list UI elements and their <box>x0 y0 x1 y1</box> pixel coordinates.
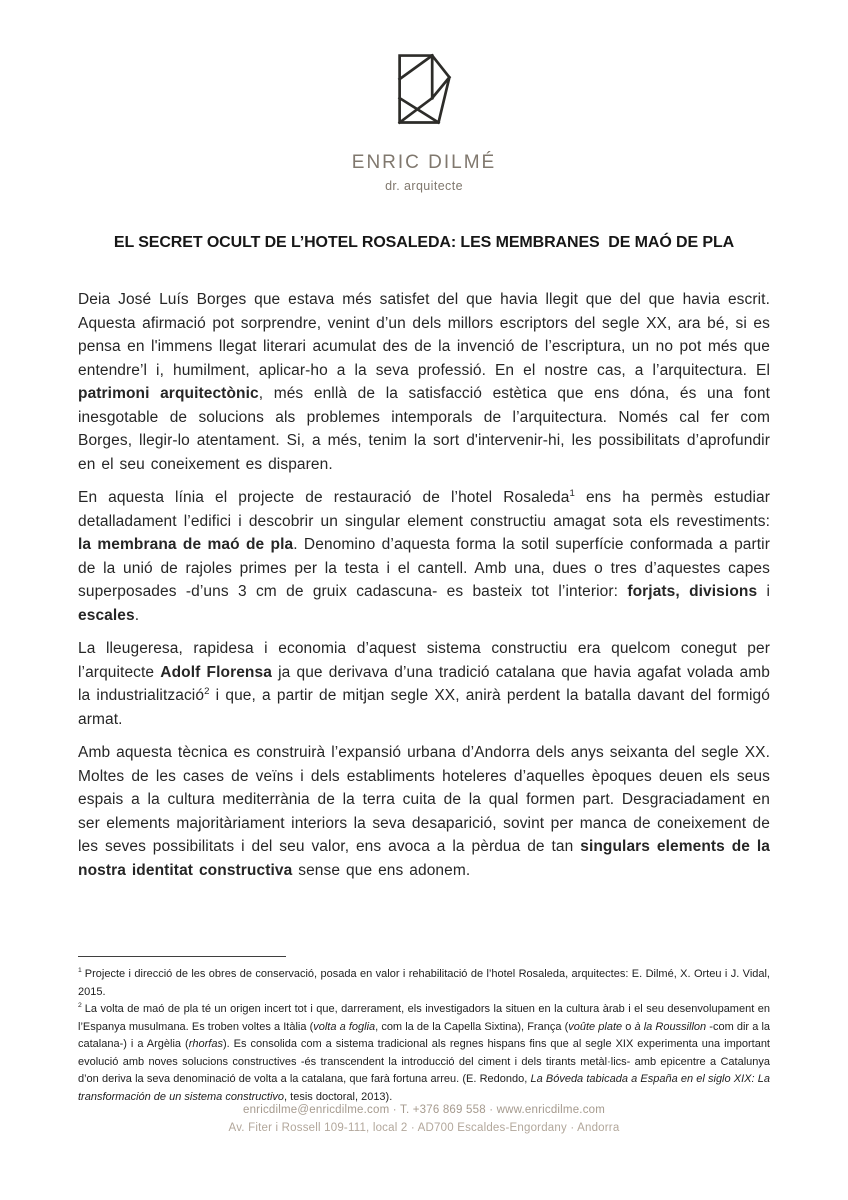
text-run: La Bóveda tabicada a España en el siglo XIX: La transformación de un sistema constructivo <box>78 1073 770 1103</box>
footnote <box>78 966 770 1001</box>
text-run: i <box>757 583 770 600</box>
document-title: EL SECRET OCULT DE L’HOTEL ROSALEDA: LES MEMBRANES DE MAÓ DE PLA <box>113 234 735 251</box>
text-run: à la Roussillon <box>634 1020 707 1033</box>
paragraph <box>78 288 770 476</box>
text-run: i que, a partir de mitjan segle XX, anirà perdent la batalla davant del formigó armat. <box>78 687 770 728</box>
footnote-separator <box>78 956 286 957</box>
text-run: Projecte i direcció de les obres de conservació, posada en valor i rehabilitació de l’hotel Rosaleda, arquitectes: E. Dilmé, X. Orteu i J. Vidal, 2015. <box>78 968 770 998</box>
text-run: la membrana de maó de pla <box>78 536 294 553</box>
letterhead <box>0 50 848 193</box>
text-run: ens ha permès estudiar detalladament l’edifici i descobrir un singular element constructiu amagat sota els revestiments: <box>78 489 770 530</box>
footnote-marker: 2 <box>78 1002 82 1010</box>
footnote-reference: 1 <box>569 487 575 499</box>
brand-tagline: dr. arquitecte <box>385 179 463 193</box>
text-run: Adolf Florensa <box>160 663 272 681</box>
footnote <box>78 1001 770 1106</box>
text-run: ja que derivava d’una tradició catalana que havia agafat volada amb la industrialització <box>78 663 770 704</box>
text-run: , com la de la Capella Sixtina), França ( <box>375 1020 569 1033</box>
text-run: patrimoni arquitectònic <box>78 385 259 402</box>
text-run: ). Es consolida com a sistema tradicional als regnes hispans fins que al segle XIX experimenta una important evolució amb noves solucions constructives -és transcendent la introducció del ciment i dels tirants metàl·lics- amb epicentre a Catalunya d’on deriva la seva denominació de volta a la catalana, que farà fortuna arreu. (E. Redondo, <box>78 1038 770 1085</box>
text-run: , més enllà de la satisfacció estètica que ens dóna, és una font inesgotable de solucions als problemes intemporals de l’arquitectura. Només cal fer com Borges, llegir-lo atentament. Si, a més, tenim la sort d'intervenir-hi, les possibilitats d’aprofundir en el seu coneixement es disparen. <box>78 385 770 473</box>
paragraph <box>78 637 770 731</box>
text-run: Amb aquesta tècnica es construirà l’expansió urbana d’Andorra dels anys seixanta del segle XX. Moltes de les cases de veïns i dels establiments hoteleres d’aquelles èpoques deuen els seus espais a la cultura mediterrània de la terra cuita de la qual formen part. Desgraciadament en ser elements majoritàriament interiors la seva desaparició, sovint per manca de coneixement de les seves possibilitats i del seu valor, ens avoca a la pèrdua de tan <box>78 744 770 855</box>
body-paragraphs <box>78 288 770 882</box>
footnotes-section <box>78 956 770 1106</box>
footnote-reference: 2 <box>204 685 210 697</box>
text-run: La volta de maó de pla té un origen incert tot i que, darrerament, els investigadors la situen en la cultura àrab i el seu desenvolupament en l’Espanya musulmana. Es troben voltes a Itàlia ( <box>78 1003 770 1033</box>
text-run: escales <box>78 606 135 624</box>
footer-address-line: Av. Fiter i Rossell 109-111, local 2 · AD700 Escaldes-Engordany · Andorra <box>228 1122 620 1134</box>
text-run: voûte plate <box>568 1020 623 1033</box>
text-run: forjats, divisions <box>627 583 758 600</box>
brand-name: ENRIC DILMÉ <box>351 152 497 173</box>
text-run: singulars elements de la nostra identitat constructiva <box>78 838 770 879</box>
footnote-list <box>78 966 770 1106</box>
text-run: o <box>622 1020 635 1033</box>
text-run: sense que ens adonem. <box>292 861 471 879</box>
contact-footer <box>0 1101 848 1137</box>
text-run: . <box>134 606 140 624</box>
paragraph <box>78 486 770 627</box>
text-run: Deia José Luís Borges que estava més satisfet del que havia llegit que del que havia escrit. Aquesta afirmació pot sorprendre, venint d’un dels millors escriptors del segle XX, ara bé, si es pensa en l'immens llegat literari acumulat des de la invenció de l’escriptura, un no pot més que entendre’l i, humilment, aplicar-ho a la seva professió. En el nostre cas, a l’arquitectura. El <box>78 291 770 379</box>
text-run: rhorfas <box>188 1038 223 1050</box>
text-run: En aquesta línia el projecte de restauració de l’hotel Rosaleda <box>78 489 570 506</box>
text-run: . Denomino d’aquesta forma la sotil superfície conformada a partir de la unió de rajoles primes per la testa i el cantell. Amb una, dues o tres d’aquestes capes superposades -d’uns 3 cm de gruix cadascuna- es basteix tot l’interior: <box>78 536 770 600</box>
footnote-marker: 1 <box>78 967 82 975</box>
footer-contact-line: enricdilme@enricdilme.com · T. +376 869 558 · www.enricdilme.com <box>242 1104 606 1116</box>
paragraph <box>78 741 770 882</box>
text-run: -com dir a la catalana-) i a Argèlia ( <box>78 1020 771 1050</box>
enric-dilme-logo-icon <box>396 50 453 129</box>
text-run: La lleugeresa, rapidesa i economia d’aquest sistema constructiu era quelcom conegut per l’arquitecte <box>78 640 770 681</box>
text-run: volta a foglia <box>313 1020 376 1033</box>
text-run: , tesis doctoral, 2013). <box>284 1090 393 1103</box>
